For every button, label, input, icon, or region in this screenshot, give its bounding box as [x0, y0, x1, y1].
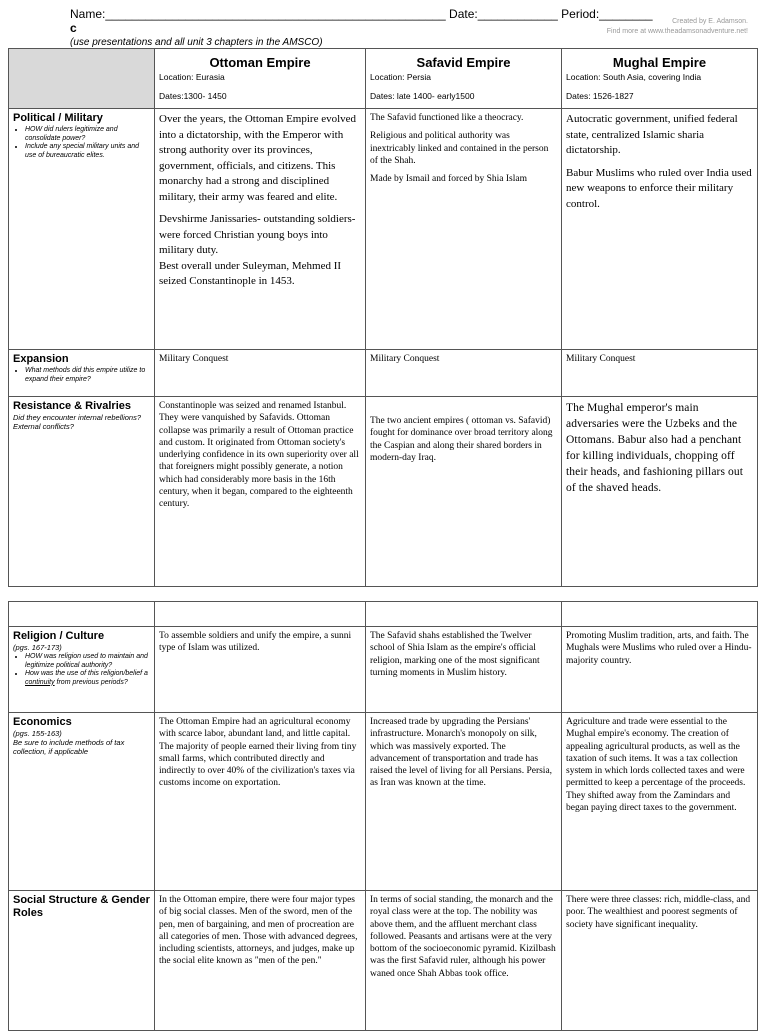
row-resistance-rivalries	[9, 397, 758, 587]
answer-paragraph: Autocratic government, unified federal state, centralized Islamic sharia dictatorship.	[566, 113, 738, 156]
category-cell-social	[9, 891, 155, 1031]
blank-cell	[155, 602, 366, 627]
answer-paragraph: Best overall under Suleyman, Mehmed II seized Constantinople in 1453.	[159, 259, 342, 287]
answer-paragraph: Made by Ismail and forced by Shia Islam	[370, 174, 527, 185]
answer-cell-ottoman[interactable]: To assemble soldiers and unify the empire, a sunni type of Islam was utilized.	[155, 627, 366, 713]
category-prompts	[13, 653, 150, 687]
answer-cell-safavid[interactable]: In terms of social standing, the monarch and the royal class were at the top. The nobility was above them, and the affluent merchant class followed. Peasants and artisans were at the very bottom of the socioeconomic pyramid. Kizilbash was the first Safavid ruler, although his power waned once Shah Abbas took office.	[366, 891, 562, 1031]
empire-dates: Dates:1300- 1450	[159, 91, 227, 101]
answer-cell-safavid[interactable]: The Safavid shahs established the Twelver school of Shia Islam as the empire's official religion, marking one of the most significant turning moments in Muslim history.	[366, 627, 562, 713]
category-title: Resistance & Rivalries	[13, 400, 132, 412]
answer-cell-ottoman[interactable]: Constantinople was seized and renamed Istanbul. They were vanquished by Safavids. Ottoman collapse was primarily a result of Ottoman practice and custom. It originated from Ottoman society's underlying confidence in its own superiority over all that foreigners might possibly generate, a notion which had considerably more basis in the 16th century, when it began, compared to the eighteenth century.	[155, 397, 366, 587]
header-c-label: c	[70, 21, 77, 35]
empire-header-ottoman	[155, 49, 366, 109]
category-title: Social Structure & Gender Roles	[13, 894, 150, 919]
row-social-structure	[9, 891, 758, 1031]
empire-header-mughal	[562, 49, 758, 109]
answer-paragraph: Religious and political authority was inextricably linked and contained in the person of the Shah.	[370, 131, 549, 166]
category-prompt: Be sure to include methods of tax collection, if applicable	[13, 738, 125, 756]
answer-cell-ottoman[interactable]: The Ottoman Empire had an agricultural economy with scarce labor, abundant land, and little capital. The majority of people earned their living from tiny small farms, which contributed directly and indirectly to over 40% of the civilization's taxes via customs income on exportation.	[155, 713, 366, 891]
empire-dates: Dates: late 1400- early1500	[370, 91, 475, 101]
row-economics	[9, 713, 758, 891]
empire-name: Ottoman Empire	[209, 55, 311, 70]
answer-cell-mughal[interactable]: There were three classes: rich, middle-class, and poor. The wealthiest and poorest segments of society have significant inequality.	[562, 891, 758, 1031]
empire-location: Location: Persia	[370, 72, 431, 82]
credit-line-2: Find more at www.theadamsonadventure.net!	[606, 28, 748, 35]
category-cell-political	[9, 109, 155, 350]
page-reference: (pgs. 155-163)	[13, 729, 62, 738]
category-title: Economics	[13, 716, 72, 728]
category-title: Political / Military	[13, 112, 103, 124]
category-cell-religion	[9, 627, 155, 713]
answer-cell-safavid[interactable]: Increased trade by upgrading the Persians' infrastructure. Monarch's monopoly on silk, which was massively exported. The advancement of transportation and trade has raised the level of living for all Persians. Persia, as Iran was known at the time.	[366, 713, 562, 891]
table-header-row	[9, 49, 758, 109]
row-political-military	[9, 109, 758, 350]
empire-location: Location: Eurasia	[159, 72, 225, 82]
prompt-item: • HOW was religion used to maintain and legitimize political authority?	[25, 653, 150, 670]
category-title: Expansion	[13, 353, 69, 365]
answer-paragraph: The Safavid functioned like a theocracy.	[370, 113, 524, 123]
answer-cell-safavid[interactable]: Military Conquest	[366, 350, 562, 397]
empire-header-safavid	[366, 49, 562, 109]
answer-cell-ottoman[interactable]: In the Ottoman empire, there were four major types of big social classes. Men of the sword, men of the pen, men of bargaining, and men of procreation are all categories of men. Those with advanced degrees, including scientists, attorneys, and judges, make up the social elite known as "men of the pen."	[155, 891, 366, 1031]
category-prompt: Did they encounter internal rebellions? External conflicts?	[13, 413, 141, 431]
empire-comparison-table-1	[8, 48, 758, 587]
blank-spacer-row	[9, 602, 758, 627]
answer-cell-safavid[interactable]	[366, 109, 562, 350]
credit-line-1: Created by E. Adamson.	[672, 18, 748, 25]
blank-cell	[366, 602, 562, 627]
prompt-text: How was the use of this religion/belief a	[25, 670, 148, 677]
answer-cell-mughal[interactable]: Promoting Muslim tradition, arts, and faith. The Mughals were Muslims who ruled over a Hindu-majority country.	[562, 627, 758, 713]
answer-cell-mughal[interactable]: Military Conquest	[562, 350, 758, 397]
page-reference: (pgs. 167-173)	[13, 643, 62, 652]
category-prompts	[13, 367, 150, 384]
category-cell-expansion	[9, 350, 155, 397]
empire-name: Safavid Empire	[416, 55, 511, 70]
answer-paragraph: Over the years, the Ottoman Empire evolved into a dictatorship, with the Emperor with strong authority over its provinces, government, officials, and citizens. This monarchy had a strong and disciplined military, their army was feared and elite.	[159, 113, 357, 203]
empire-dates: Dates: 1526-1827	[566, 91, 634, 101]
corner-cell	[9, 49, 155, 109]
prompt-item: • HOW did rulers legitimize and consolidate power?	[25, 126, 150, 143]
prompt-item: • Include any special military units and use of bureaucratic elites.	[25, 143, 150, 160]
prompt-item	[25, 670, 150, 687]
empire-comparison-table-2	[8, 601, 758, 1031]
prompt-item: • What methods did this empire utilize to expand their empire?	[25, 367, 150, 384]
row-expansion	[9, 350, 758, 397]
name-date-period-line[interactable]: Name:___________________________________________________ Date:____________ Period:________	[70, 7, 653, 21]
empire-name: Mughal Empire	[612, 55, 707, 70]
row-religion-culture	[9, 627, 758, 713]
answer-cell-safavid[interactable]: The two ancient empires ( ottoman vs. Safavid) fought for dominance over broad territory along the Caspian and along their shared borders in modern-day Iraq.	[366, 397, 562, 587]
category-prompts	[13, 126, 150, 160]
answer-cell-mughal[interactable]	[562, 109, 758, 350]
credit-note	[607, 17, 748, 37]
prompt-text: from previous periods?	[54, 678, 128, 686]
answer-paragraph: Devshirme Janissaries- outstanding soldiers- were forced Christian young boys into military duty.	[159, 213, 356, 256]
answer-cell-mughal[interactable]: Agriculture and trade were essential to the Mughal empire's economy. The creation of appealing agricultural products, as well as the taxation of such items. It was a tax collection system in which lords collected taxes and were permitted to keep a percentage of the proceeds. They shifted away from the Zamindars and began paying direct taxes to the government.	[562, 713, 758, 891]
answer-cell-ottoman[interactable]: Military Conquest	[155, 350, 366, 397]
empire-location: Location: South Asia, covering India	[566, 72, 702, 82]
answer-paragraph: Babur Muslims who ruled over India used new weapons to enforce their military control.	[566, 166, 752, 210]
prompt-underlined-text: continuity	[25, 678, 55, 686]
category-cell-resistance	[9, 397, 155, 587]
answer-cell-mughal[interactable]: The Mughal emperor's main adversaries were the Uzbeks and the Ottomans. Babur also had a penchant for killing individuals, chopping off their heads, and fashioning pillars out of the shaved heads.	[562, 397, 758, 587]
blank-cell	[9, 602, 155, 627]
answer-cell-ottoman[interactable]	[155, 109, 366, 350]
category-cell-economics	[9, 713, 155, 891]
instruction-note: (use presentations and all unit 3 chapters in the AMSCO)	[70, 37, 323, 48]
category-title: Religion / Culture	[13, 630, 105, 642]
blank-cell	[562, 602, 758, 627]
